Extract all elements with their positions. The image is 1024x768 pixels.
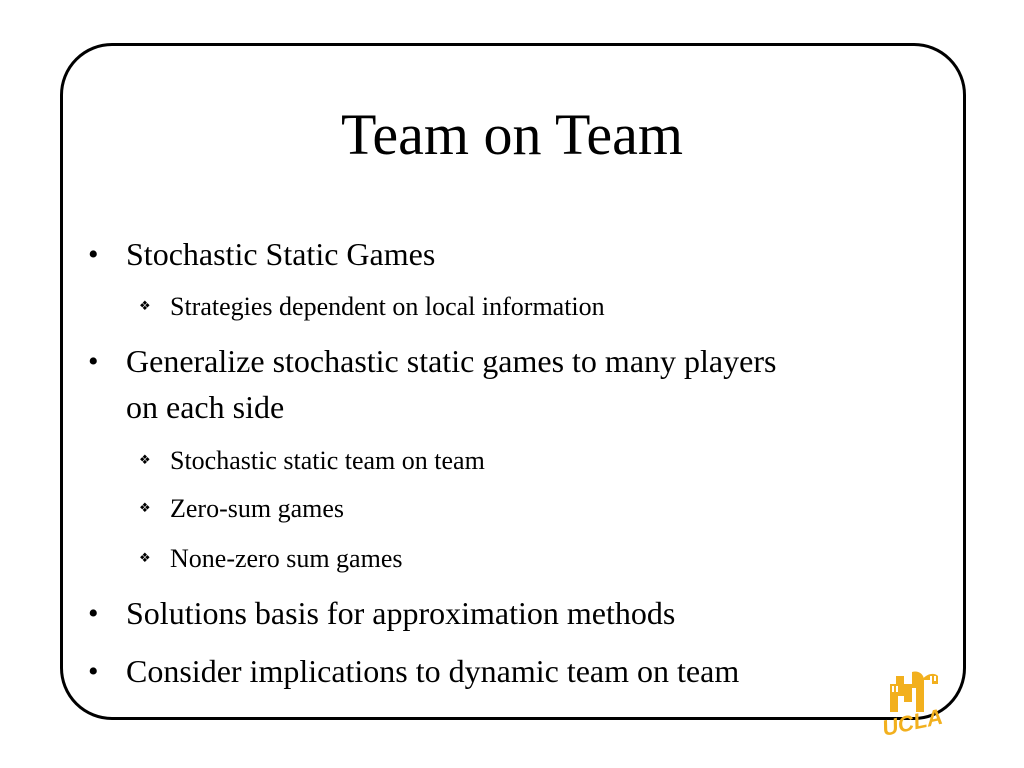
bullet-stochastic-static-games: Stochastic Static Games [126, 236, 436, 272]
bullet-generalize-line-2: on each side [126, 389, 285, 425]
bullet-consider-implications: Consider implications to dynamic team on team [126, 653, 740, 689]
bullet-marker: • [88, 655, 99, 688]
ucla-logo [878, 666, 948, 746]
sub-bullet-marker: ❖ [139, 501, 151, 516]
sub-bullet-strategies: Strategies dependent on local information [170, 292, 605, 321]
bullet-generalize-line-1: Generalize stochastic static games to many players [126, 343, 777, 379]
bullet-marker: • [88, 238, 99, 271]
sub-bullet-marker: ❖ [139, 299, 151, 314]
bullet-marker: • [88, 597, 99, 630]
sub-bullet-marker: ❖ [139, 551, 151, 566]
sub-bullet-zero-sum: Zero-sum games [170, 494, 345, 523]
bullet-solutions-basis: Solutions basis for approximation methods [126, 595, 676, 631]
sub-bullet-team-on-team: Stochastic static team on team [170, 446, 485, 475]
ucla-logo-text: UCLA [879, 703, 945, 741]
sub-bullet-marker: ❖ [139, 453, 151, 468]
bullet-marker: • [88, 345, 99, 378]
sub-bullet-non-zero-sum: None-zero sum games [170, 544, 403, 573]
slide-title: Team on Team [341, 102, 683, 167]
